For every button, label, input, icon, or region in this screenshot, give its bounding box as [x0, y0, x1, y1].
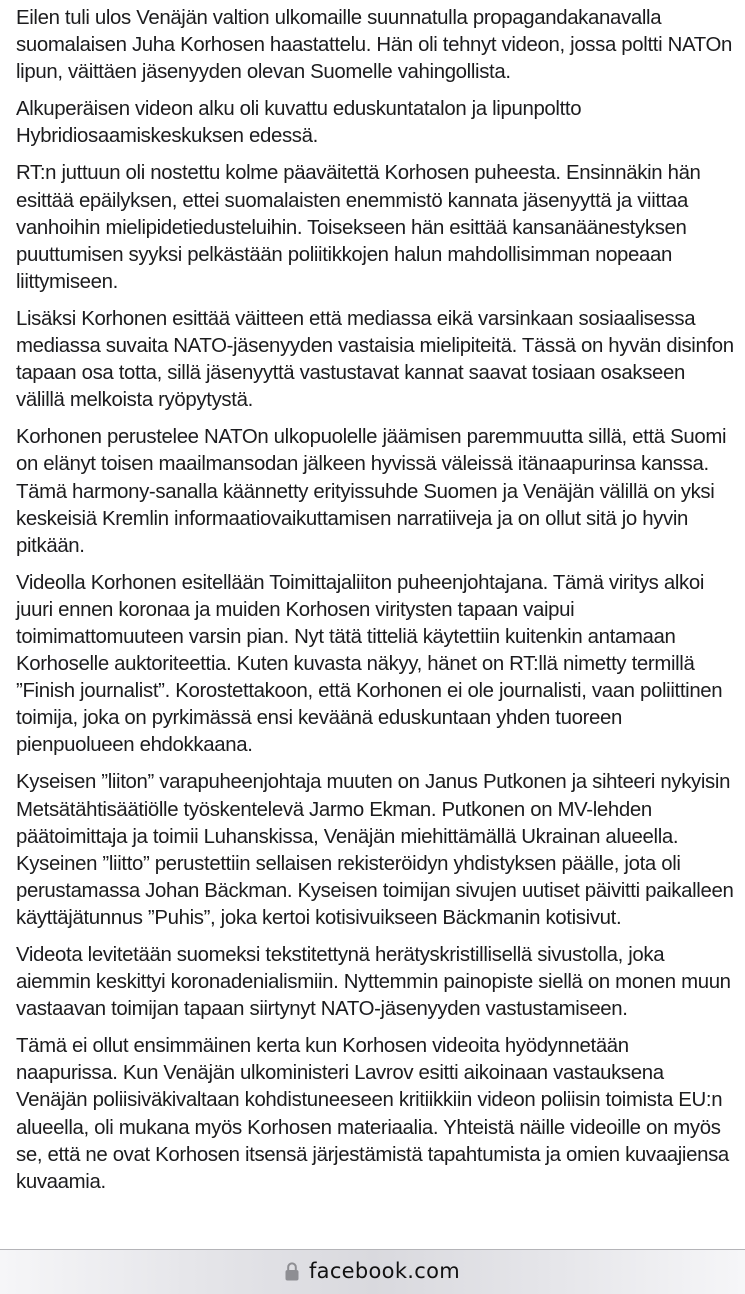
address-bar-domain[interactable]: facebook.com — [308, 1259, 461, 1283]
post-paragraph-4: Lisäksi Korhonen esittää väitteen että mediassa eikä varsinkaan sosiaalisessa mediassa suvaita NATO-jäsenyyden vastaisia mielipiteitä. Tässä on hyvän disinfon tapaan osa totta, sillä jäsenyyttä vastustavat kannat saavat tosiaan osakseen välillä melkoista ryöpytystä. — [16, 307, 734, 412]
post-paragraph-9: Tämä ei ollut ensimmäinen kerta kun Korhosen videoita hyödynnetään naapurissa. Kun Venäjän ulkoministeri Lavrov esitti aikoinaan vastauksena Venäjän poliisiväkivaltaan kohdistuneeseen kritiikkiin videon poliisin toimista EU:n alueella, oli mukana myös Korhosen materiaalia. Yhteistä näille videoille on myös se, että ne ovat Korhosen itsensä järjestämistä tapahtumista ja omien kuvaajiensa kuvaamia. — [16, 1035, 729, 1193]
lock-icon — [285, 1262, 299, 1281]
post-paragraph-2: Alkuperäisen videon alku oli kuvattu eduskuntatalon ja lipunpoltto Hybridiosaamiskeskuksen edessä. — [16, 98, 582, 148]
post-paragraph-1: Eilen tuli ulos Venäjän valtion ulkomaille suunnatulla propagandakanavalla suomalaisen Juha Korhosen haastattelu. Hän oli tehnyt videon, jossa poltti NATOn lipun, väittäen jäsenyyden olevan Suomelle vahingollista. — [16, 7, 732, 84]
browser-address-bar[interactable] — [0, 1249, 745, 1294]
post-paragraph-6: Videolla Korhonen esitellään Toimittajaliiton puheenjohtajana. Tämä viritys alkoi juuri ennen koronaa ja muiden Korhosen viritysten tapaan vaipui toimimattomuuteen varsin pian. Nyt tätä titteliä käytettiin kuitenkin antamaan Korhoselle auktoriteettia. Kuten kuvasta näkyy, hänet on RT:llä nimetty termillä ”Finish journalist”. Korostettakoon, että Korhonen ei ole journalisti, vaan poliittinen toimija, joka on pyrkimässä ensi keväänä eduskuntaan yhden tuoreen pienpuolueen ehdokkaana. — [16, 571, 723, 757]
post-paragraph-8: Videota levitetään suomeksi tekstitettynä herätyskristillisellä sivustolla, joka aiemmin keskittyi koronadenialismiin. Nyttemmin painopiste siellä on monen muun vastaavan toimijan tapaan siirtynyt NATO-jäsenyyden vastustamiseen. — [16, 944, 731, 1021]
post-paragraph-3: RT:n juttuun oli nostettu kolme päaväitettä Korhosen puheesta. Ensinnäkin hän esittää epäilyksen, ettei suomalaisten enemmistö kannata jäsenyyttä ja viittaa vanhoihin mielipidetiedusteluihin. Toisekseen hän esittää kansanäänestyksen puuttumisen syyksi pelkästään poliitikkojen halun mahdollisimman nopeaan liittymiseen. — [16, 162, 701, 293]
address-bar-content[interactable] — [285, 1259, 460, 1283]
post-paragraph-7: Kyseisen ”liiton” varapuheenjohtaja muuten on Janus Putkonen ja sihteeri nykyisin Metsätähtisäätiölle työskentelevä Jarmo Ekman. Putkonen on MV-lehden päätoimittaja ja toimii Luhanskissa, Venäjän miehittämällä Ukrainan alueella. Kyseinen ”liitto” perustettiin sellaisen rekisteröidyn yhdistyksen päälle, jota oli perustamassa Johan Bäckman. Kyseisen toimijan sivujen uutiset päivitti paikalleen käyttäjätunnus ”Puhis”, joka kertoi kotisivuikseen Bäckmanin kotisivut. — [16, 771, 734, 929]
post-body — [16, 5, 735, 1206]
post-paragraph-5: Korhonen perustelee NATOn ulkopuolelle jäämisen paremmuutta sillä, että Suomi on elänyt toisen maailmansodan jälkeen hyvissä väleissä itänaapurinsa kanssa. Tämä harmony-sanalla käännetty erityissuhde Suomen ja Venäjän välillä on yksi keskeisiä Kremlin informaatiovaikuttamisen narratiiveja ja on ollut sitä jo hyvin pitkään. — [16, 426, 727, 557]
